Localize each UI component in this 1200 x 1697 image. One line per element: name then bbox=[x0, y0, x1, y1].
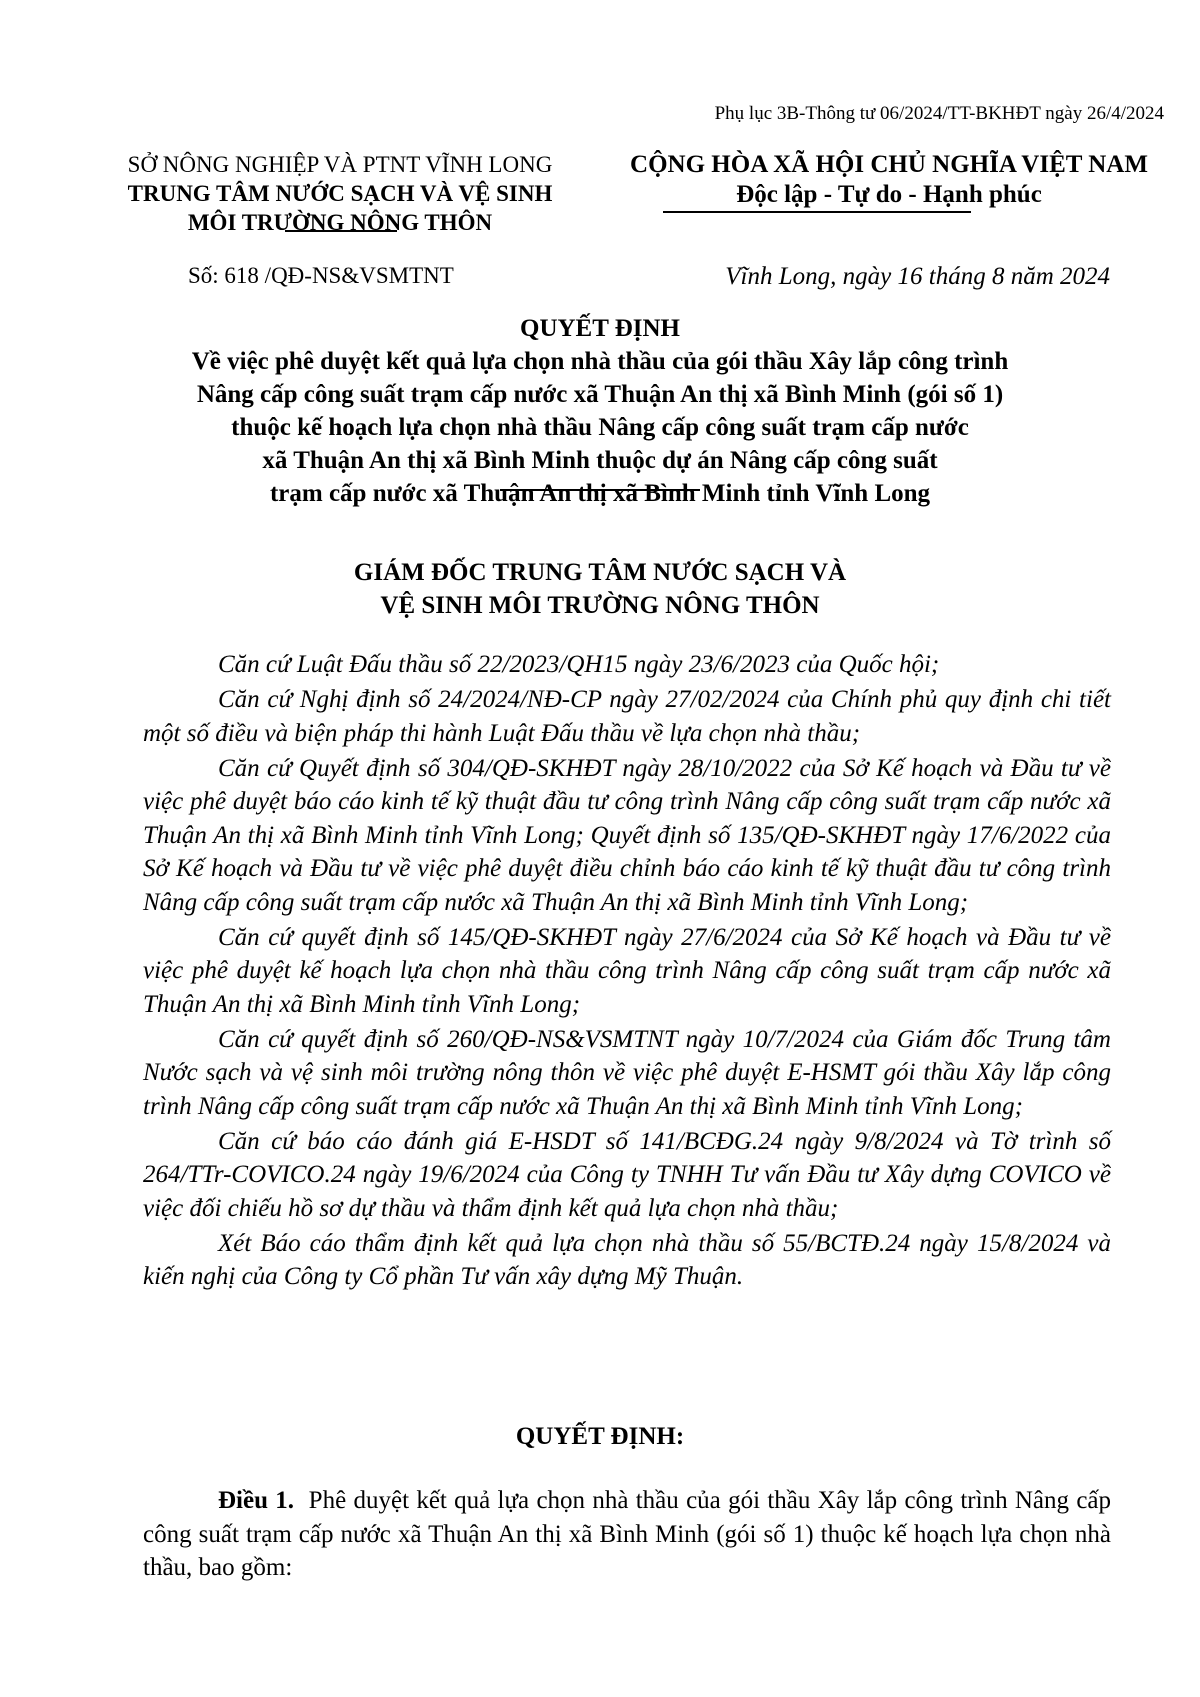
agency-underline bbox=[285, 230, 397, 232]
title-underline bbox=[500, 489, 700, 491]
article-1-label: Điều 1. bbox=[218, 1487, 295, 1514]
issuing-authority bbox=[100, 556, 1100, 622]
decision-heading: QUYẾT ĐỊNH: bbox=[515, 1423, 685, 1450]
parent-agency: SỞ NÔNG NGHIỆP VÀ PTNT VĨNH LONG bbox=[127, 152, 553, 177]
legal-bases bbox=[143, 648, 1111, 1295]
issuing-agency-block bbox=[94, 150, 586, 237]
country-name: CỘNG HÒA XÃ HỘI CHỦ NGHĨA VIỆT NAM bbox=[630, 151, 1148, 178]
document-type-heading: QUYẾT ĐỊNH bbox=[520, 315, 680, 342]
national-motto: Độc lập - Tự do - Hạnh phúc bbox=[736, 181, 1042, 208]
article-1-text: Phê duyệt kết quả lựa chọn nhà thầu của gói thầu Xây lắp công trình Nâng cấp công suất trạm cấp nước xã Thuận An thị xã Bình Minh (gói số 1) thuộc kế hoạch lựa chọn nhà thầu, bao gồm: bbox=[143, 1487, 1112, 1581]
article-1-paragraph bbox=[143, 1484, 1111, 1585]
legal-basis-paragraph: Căn cứ báo cáo đánh giá E-HSDT số 141/BCĐG.24 ngày 9/8/2024 và Tờ trình số 264/TTr-COVICO.24 ngày 19/6/2024 của Công ty TNHH Tư vấn Đầu tư Xây dựng COVICO về việc đối chiếu hồ sơ dự thầu và thẩm định kết quả lựa chọn nhà thầu; bbox=[143, 1127, 1111, 1222]
legal-basis-paragraph: Căn cứ quyết định số 260/QĐ-NS&VSMTNT ngày 10/7/2024 của Giám đốc Trung tâm Nước sạch và vệ sinh môi trường nông thôn về việc phê duyệt E-HSMT gói thầu Xây lắp công trình Nâng cấp công suất trạm cấp nước xã Thuận An thị xã Bình Minh tỉnh Vĩnh Long; bbox=[143, 1025, 1111, 1120]
authority-line-2: VỆ SINH MÔI TRƯỜNG NÔNG THÔN bbox=[380, 592, 820, 619]
subject-line: Về việc phê duyệt kết quả lựa chọn nhà thầu của gói thầu Xây lắp công trình bbox=[191, 348, 1009, 375]
agency-name-line-1: TRUNG TÂM NƯỚC SẠCH VÀ VỆ SINH bbox=[127, 181, 553, 206]
national-title-block bbox=[608, 150, 1170, 210]
subject-line: Nâng cấp công suất trạm cấp nước xã Thuận An thị xã Bình Minh (gói số 1) bbox=[196, 381, 1004, 408]
authority-line-1: GIÁM ĐỐC TRUNG TÂM NƯỚC SẠCH VÀ bbox=[353, 559, 847, 586]
subject-line: thuộc kế hoạch lựa chọn nhà thầu Nâng cấp công suất trạm cấp nước bbox=[231, 414, 969, 441]
document-number: Số: 618 /QĐ-NS&VSMTNT bbox=[188, 263, 454, 288]
legal-basis-paragraph: Căn cứ Quyết định số 304/QĐ-SKHĐT ngày 28/10/2022 của Sở Kế hoạch và Đầu tư về việc phê duyệt báo cáo kinh tế kỹ thuật đầu tư công trình Nâng cấp công suất trạm cấp nước xã Thuận An thị xã Bình Minh tỉnh Vĩnh Long; Quyết định số 135/QĐ-SKHĐT ngày 17/6/2022 của Sở Kế hoạch và Đầu tư về việc phê duyệt điều chỉnh báo cáo kinh tế kỹ thuật đầu tư công trình Nâng cấp công suất trạm cấp nước xã Thuận An thị xã Bình Minh tỉnh Vĩnh Long; bbox=[143, 754, 1111, 916]
place-and-date: Vĩnh Long, ngày 16 tháng 8 năm 2024 bbox=[725, 263, 1110, 290]
subject-line: xã Thuận An thị xã Bình Minh thuộc dự án Nâng cấp công suất bbox=[262, 447, 938, 474]
legal-basis-paragraph: Căn cứ quyết định số 145/QĐ-SKHĐT ngày 27/6/2024 của Sở Kế hoạch và Đầu tư về việc phê duyệt kế hoạch lựa chọn nhà thầu công trình Nâng cấp công suất trạm cấp nước xã Thuận An thị xã Bình Minh tỉnh Vĩnh Long; bbox=[143, 923, 1111, 1018]
legal-basis-paragraph: Xét Báo cáo thẩm định kết quả lựa chọn nhà thầu số 55/BCTĐ.24 ngày 15/8/2024 và kiến nghị của Công ty Cổ phần Tư vấn xây dựng Mỹ Thuận. bbox=[143, 1229, 1111, 1290]
agency-name-line-2: MÔI TRƯỜNG NÔNG THÔN bbox=[187, 210, 493, 235]
article-1 bbox=[143, 1484, 1111, 1585]
subject-line: trạm cấp nước xã Thuận An thị xã Bình Minh tỉnh Vĩnh Long bbox=[269, 480, 931, 507]
motto-underline bbox=[663, 211, 971, 213]
decision-title-block bbox=[100, 312, 1100, 510]
appendix-reference: Phụ lục 3B-Thông tư 06/2024/TT-BKHĐT ngày 26/4/2024 bbox=[714, 103, 1164, 124]
legal-basis-paragraph: Căn cứ Luật Đấu thầu số 22/2023/QH15 ngày 23/6/2023 của Quốc hội; bbox=[218, 651, 940, 678]
legal-basis-paragraph: Căn cứ Nghị định số 24/2024/NĐ-CP ngày 27/02/2024 của Chính phủ quy định chi tiết một số điều và biện pháp thi hành Luật Đấu thầu về lựa chọn nhà thầu; bbox=[143, 686, 1111, 747]
